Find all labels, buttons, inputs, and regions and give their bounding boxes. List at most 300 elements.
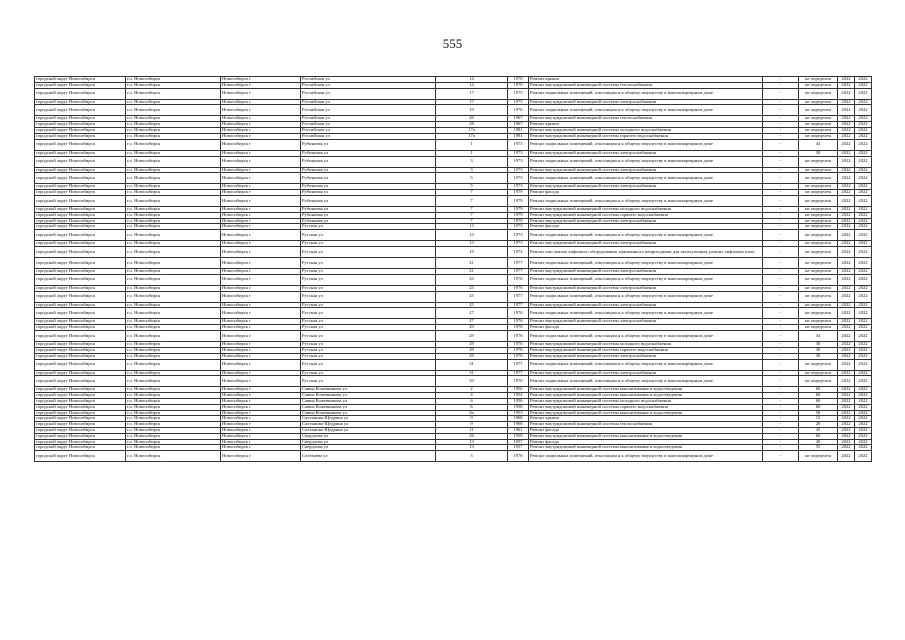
table-cell: - — [763, 88, 799, 99]
table-cell: г.о. Новосибирск — [126, 116, 221, 122]
table-cell: 29 — [436, 353, 508, 359]
table-cell: Новосибирск г — [221, 428, 301, 434]
table-cell: 23 — [436, 285, 508, 291]
table-cell: Новосибирск г — [221, 258, 301, 269]
table-cell: городской округ Новосибирск — [35, 291, 126, 302]
table-cell: Новосибирск г — [221, 325, 301, 331]
table-cell: Салтыкова-Щедрина ул — [301, 422, 436, 428]
table-cell: Новосибирск г — [221, 116, 301, 122]
table-cell: 2022 — [855, 445, 872, 451]
table-cell: 2022 — [855, 206, 872, 212]
table-cell: 2022 — [838, 206, 855, 212]
table-cell: 30 — [799, 347, 838, 353]
table-cell: не определен — [799, 133, 838, 139]
table-cell: 1973 — [508, 224, 529, 230]
table-cell: 7 — [436, 195, 508, 206]
table-cell: 1973 — [508, 139, 529, 150]
table-cell: - — [763, 218, 799, 224]
table-cell: Ремонт подвальных помещений, относящихся к общему имуществу в многоквартирном доме — [529, 274, 763, 285]
table-cell: 1967 — [508, 116, 529, 122]
table-cell: Рубиновая ул — [301, 206, 436, 212]
table-cell: Ремонт внутридомовой инженерной системы теплоснабжения — [529, 82, 763, 88]
table-cell: 29 — [436, 342, 508, 348]
table-cell: 5 — [436, 184, 508, 190]
table-cell: - — [763, 156, 799, 167]
table-cell: - — [763, 433, 799, 439]
table-cell: - — [763, 451, 799, 462]
table-cell: Русская ул — [301, 247, 436, 258]
table-cell: не определен — [799, 128, 838, 134]
table-cell: городской округ Новосибирск — [35, 224, 126, 230]
table-cell: Ремонт внутридомовой инженерной системы холодного водоснабжения — [529, 342, 763, 348]
table-cell: 1957 — [508, 445, 529, 451]
table-cell: Новосибирск г — [221, 274, 301, 285]
table-cell: городской округ Новосибирск — [35, 319, 126, 325]
table-cell: г.о. Новосибирск — [126, 218, 221, 224]
table-cell: Российская ул — [301, 122, 436, 128]
table-cell: 29 — [436, 347, 508, 353]
table-cell: 2022 — [855, 410, 872, 416]
table-cell: 1976 — [508, 353, 529, 359]
table-cell: 9 — [436, 416, 508, 422]
table-cell: 2022 — [855, 376, 872, 387]
table-cell: Русская ул — [301, 342, 436, 348]
table-cell: 6 — [436, 398, 508, 404]
table-cell: 2022 — [838, 133, 855, 139]
table-cell: 33 — [436, 376, 508, 387]
table-cell: 2022 — [838, 77, 855, 83]
table-cell: Ремонт внутридомовой инженерной системы холодного водоснабжения — [529, 398, 763, 404]
table-cell: 28 — [436, 122, 508, 128]
table-cell: Ремонт внутридомовой инженерной системы канализования и водоотведения — [529, 387, 763, 393]
table-cell: Рубиновая ул — [301, 173, 436, 184]
table-cell: 7 — [436, 206, 508, 212]
table-cell: г.о. Новосибирск — [126, 274, 221, 285]
table-cell: 2022 — [855, 212, 872, 218]
table-cell: 2022 — [855, 387, 872, 393]
table-cell: 1979 — [508, 218, 529, 224]
table-cell: не определен — [799, 195, 838, 206]
table-cell: 1976 — [508, 285, 529, 291]
table-cell: 20 — [799, 422, 838, 428]
table-cell: 1976 — [508, 342, 529, 348]
table-cell: г.о. Новосибирск — [126, 359, 221, 370]
table-cell: Ремонт подвальных помещений, относящихся к общему имуществу в многоквартирном доме — [529, 291, 763, 302]
table-cell: 19 — [436, 247, 508, 258]
table-cell: 29 — [436, 325, 508, 331]
table-cell: 2022 — [855, 195, 872, 206]
table-cell: городской округ Новосибирск — [35, 230, 126, 241]
table-cell: Ремонт внутридомовой инженерной системы электроснабжения — [529, 184, 763, 190]
table-cell: городской округ Новосибирск — [35, 376, 126, 387]
table-cell: не определен — [799, 82, 838, 88]
table-cell: г.о. Новосибирск — [126, 195, 221, 206]
table-cell: 6а — [436, 410, 508, 416]
table-cell: - — [763, 139, 799, 150]
table-cell: 60 — [799, 433, 838, 439]
table-cell: Ремонт подвальных помещений, относящихся к общему имуществу в многоквартирном доме — [529, 331, 763, 342]
table-cell: 1977 — [508, 359, 529, 370]
table-cell: Новосибирск г — [221, 451, 301, 462]
table-cell: 2022 — [855, 347, 872, 353]
table-cell: городской округ Новосибирск — [35, 116, 126, 122]
table-cell: Русская ул — [301, 302, 436, 308]
table-cell: не определен — [799, 319, 838, 325]
table-cell: г.о. Новосибирск — [126, 342, 221, 348]
table-cell: не определен — [799, 359, 838, 370]
table-cell: г.о. Новосибирск — [126, 410, 221, 416]
table-cell: Новосибирск г — [221, 445, 301, 451]
table-cell: - — [763, 398, 799, 404]
table-cell: не определен — [799, 224, 838, 230]
table-cell: Новосибирск г — [221, 184, 301, 190]
table-cell: 21 — [436, 258, 508, 269]
table-cell: городской округ Новосибирск — [35, 433, 126, 439]
table-cell: - — [763, 291, 799, 302]
table-cell: Новосибирск г — [221, 105, 301, 116]
table-cell: 30 — [799, 353, 838, 359]
table-cell: Новосибирск г — [221, 122, 301, 128]
table-cell: Русская ул — [301, 285, 436, 291]
table-cell: 1979 — [508, 212, 529, 218]
table-cell: не определен — [799, 308, 838, 319]
table-cell: городской округ Новосибирск — [35, 398, 126, 404]
table-cell: Русская ул — [301, 274, 436, 285]
table-cell: Рубиновая ул — [301, 212, 436, 218]
table-cell: Ремонт внутридомовой инженерной системы электроснабжения — [529, 285, 763, 291]
table-cell: - — [763, 342, 799, 348]
table-cell: Ремонт внутридомовой инженерной системы канализования и водоотведения — [529, 433, 763, 439]
table-cell: г.о. Новосибирск — [126, 331, 221, 342]
table-cell: Новосибирск г — [221, 302, 301, 308]
table-cell: 1981 — [508, 128, 529, 134]
table-cell: городской округ Новосибирск — [35, 404, 126, 410]
table-cell: Новосибирск г — [221, 190, 301, 196]
table-cell: 5 — [436, 173, 508, 184]
table-cell: г.о. Новосибирск — [126, 398, 221, 404]
table-cell: 34 — [799, 331, 838, 342]
table-cell: Ремонт внутридомовой инженерной системы канализования и водоотведения — [529, 445, 763, 451]
table-cell: 6 — [436, 404, 508, 410]
table-cell: 2022 — [838, 319, 855, 325]
table-cell: Ремонт внутридомовой инженерной системы электроснабжения — [529, 370, 763, 376]
table-cell: 1975 — [508, 88, 529, 99]
table-cell: 14 — [436, 82, 508, 88]
table-cell: городской округ Новосибирск — [35, 206, 126, 212]
table-cell: 1959 — [508, 433, 529, 439]
table-cell: Ремонт подвальных помещений, относящихся к общему имуществу в многоквартирном доме — [529, 139, 763, 150]
table-cell: г.о. Новосибирск — [126, 451, 221, 462]
table-cell: г.о. Новосибирск — [126, 190, 221, 196]
table-cell: г.о. Новосибирск — [126, 99, 221, 105]
table-cell: 2022 — [855, 404, 872, 410]
table-cell: Русская ул — [301, 241, 436, 247]
table-cell: 1973 — [508, 173, 529, 184]
table-row — [35, 230, 872, 241]
table-cell: 2022 — [855, 308, 872, 319]
table-cell: Российская ул — [301, 116, 436, 122]
table-cell: Новосибирск г — [221, 398, 301, 404]
table-cell: городской округ Новосибирск — [35, 359, 126, 370]
table-cell: городской округ Новосибирск — [35, 370, 126, 376]
table-cell: 30 — [799, 342, 838, 348]
table-cell: 2022 — [855, 433, 872, 439]
table-cell: 17 — [436, 99, 508, 105]
table-cell: 31 — [436, 370, 508, 376]
table-cell: 1956 — [508, 404, 529, 410]
table-cell: 2022 — [855, 342, 872, 348]
table-row — [35, 247, 872, 258]
table-cell: Ремонт фасада — [529, 224, 763, 230]
table-cell: городской округ Новосибирск — [35, 393, 126, 399]
table-cell: 2022 — [855, 190, 872, 196]
table-cell: - — [763, 376, 799, 387]
table-cell: Российская ул — [301, 88, 436, 99]
table-cell: г.о. Новосибирск — [126, 433, 221, 439]
table-cell: 2022 — [838, 184, 855, 190]
table-cell: городской округ Новосибирск — [35, 258, 126, 269]
table-cell: Русская ул — [301, 308, 436, 319]
table-cell: 2022 — [838, 274, 855, 285]
table-cell: городской округ Новосибирск — [35, 347, 126, 353]
table-cell: 1981 — [508, 133, 529, 139]
table-cell: городской округ Новосибирск — [35, 325, 126, 331]
table-row — [35, 308, 872, 319]
table-cell: 15 — [799, 416, 838, 422]
table-cell: 1973 — [508, 184, 529, 190]
table-cell: 2022 — [838, 285, 855, 291]
table-cell: Новосибирск г — [221, 247, 301, 258]
table-cell: 3 — [436, 451, 508, 462]
table-cell: - — [763, 133, 799, 139]
table-cell: 2022 — [838, 433, 855, 439]
table-cell: - — [763, 274, 799, 285]
table-cell: городской округ Новосибирск — [35, 173, 126, 184]
table-cell: Российская ул — [301, 105, 436, 116]
table-cell: 2022 — [838, 331, 855, 342]
table-cell: 2022 — [855, 319, 872, 325]
table-cell: - — [763, 206, 799, 212]
table-cell: Русская ул — [301, 359, 436, 370]
table-cell: городской округ Новосибирск — [35, 195, 126, 206]
table-cell: Ремонт крыши — [529, 122, 763, 128]
table-cell: г.о. Новосибирск — [126, 393, 221, 399]
table-cell: Саввы Кожевникова ул — [301, 404, 436, 410]
table-cell: не определен — [799, 376, 838, 387]
table-cell: Новосибирск г — [221, 82, 301, 88]
table-cell: не определен — [799, 218, 838, 224]
table-cell: - — [763, 269, 799, 275]
table-cell: Ремонт внутридомовой инженерной системы канализования и водоотведения — [529, 393, 763, 399]
table-cell: 2022 — [838, 416, 855, 422]
table-cell: г.о. Новосибирск — [126, 439, 221, 445]
table-row — [35, 88, 872, 99]
table-cell: Ремонт фасада — [529, 439, 763, 445]
table-cell: Ремонт подвальных помещений, относящихся к общему имуществу в многоквартирном доме — [529, 105, 763, 116]
table-cell: Русская ул — [301, 269, 436, 275]
table-cell: 2022 — [855, 230, 872, 241]
table-cell: 2022 — [855, 139, 872, 150]
table-cell: Новосибирск г — [221, 230, 301, 241]
table-cell: Саввы Кожевникова ул — [301, 398, 436, 404]
table-cell: Ремонт подвальных помещений, относящихся к общему имуществу в многоквартирном доме — [529, 308, 763, 319]
table-cell: 13 — [436, 230, 508, 241]
table-cell: г.о. Новосибирск — [126, 82, 221, 88]
table-cell: городской округ Новосибирск — [35, 410, 126, 416]
table-cell: г.о. Новосибирск — [126, 122, 221, 128]
table-cell: 2022 — [855, 116, 872, 122]
table-cell: 1970 — [508, 82, 529, 88]
table-cell: Ремонт внутридомовой инженерной системы электроснабжения — [529, 99, 763, 105]
table-cell: 2022 — [855, 370, 872, 376]
table-cell: не определен — [799, 88, 838, 99]
table-cell: Ремонт подвальных помещений, относящихся к общему имуществу в многоквартирном доме — [529, 88, 763, 99]
table-cell: Ремонт фасада — [529, 325, 763, 331]
table-cell: 1972 — [508, 247, 529, 258]
table-cell: Ремонт внутридомовой инженерной системы электроснабжения — [529, 302, 763, 308]
table-cell: 2022 — [838, 359, 855, 370]
table-cell: 2022 — [855, 416, 872, 422]
table-cell: 2022 — [838, 167, 855, 173]
table-cell: 2 — [436, 387, 508, 393]
table-cell: городской округ Новосибирск — [35, 308, 126, 319]
table-cell: не определен — [799, 77, 838, 83]
table-cell: 2022 — [855, 241, 872, 247]
table-cell: Ремонт внутридомовой инженерной системы электроснабжения — [529, 269, 763, 275]
table-cell: 1979 — [508, 195, 529, 206]
table-cell: 31 — [436, 359, 508, 370]
table-row — [35, 258, 872, 269]
table-cell: 2022 — [855, 122, 872, 128]
table-cell: г.о. Новосибирск — [126, 128, 221, 134]
table-row — [35, 359, 872, 370]
table-cell: г.о. Новосибирск — [126, 247, 221, 258]
table-cell: Рубиновая ул — [301, 167, 436, 173]
table-cell: - — [763, 404, 799, 410]
table-cell: Российская ул — [301, 82, 436, 88]
table-cell: городской округ Новосибирск — [35, 331, 126, 342]
table-cell: городской округ Новосибирск — [35, 342, 126, 348]
table-cell: г.о. Новосибирск — [126, 325, 221, 331]
table-cell: Российская ул — [301, 99, 436, 105]
table-cell: не определен — [799, 451, 838, 462]
table-cell: 2022 — [855, 291, 872, 302]
table-cell: Ремонт внутридомовой инженерной системы канализования и водоотведения — [529, 410, 763, 416]
table-cell: 2022 — [838, 224, 855, 230]
table-cell: 2022 — [838, 342, 855, 348]
table-cell: 2022 — [838, 353, 855, 359]
table-cell: 2022 — [838, 258, 855, 269]
table-cell: 1977 — [508, 291, 529, 302]
table-row — [35, 331, 872, 342]
table-cell: городской округ Новосибирск — [35, 422, 126, 428]
table-cell: 26 — [436, 433, 508, 439]
table-cell: 55 — [799, 445, 838, 451]
table-cell: городской округ Новосибирск — [35, 285, 126, 291]
table-row — [35, 376, 872, 387]
table-cell: городской округ Новосибирск — [35, 150, 126, 156]
table-cell: 2022 — [855, 398, 872, 404]
table-cell: г.о. Новосибирск — [126, 139, 221, 150]
page-number: 555 — [442, 36, 463, 51]
table-cell: 2022 — [838, 139, 855, 150]
table-cell: Ремонт подвальных помещений, относящихся к общему имуществу в многоквартирном доме — [529, 359, 763, 370]
table-cell: не определен — [799, 302, 838, 308]
table-cell: не определен — [799, 258, 838, 269]
table-cell: 14 — [436, 77, 508, 83]
table-cell: 1976 — [508, 274, 529, 285]
table-cell: Русская ул — [301, 230, 436, 241]
table-cell: 2022 — [838, 88, 855, 99]
table-cell: не определен — [799, 206, 838, 212]
table-cell: 2022 — [855, 302, 872, 308]
table-cell: 2022 — [855, 258, 872, 269]
table-cell: городской округ Новосибирск — [35, 451, 126, 462]
table-cell: 13 — [436, 439, 508, 445]
table-cell: Русская ул — [301, 331, 436, 342]
table-cell: 1 — [436, 139, 508, 150]
table-cell: не определен — [799, 212, 838, 218]
table-cell: - — [763, 393, 799, 399]
table-cell: - — [763, 116, 799, 122]
capital-repair-table — [34, 76, 872, 462]
table-cell: - — [763, 173, 799, 184]
table-cell: Новосибирск г — [221, 285, 301, 291]
table-cell: 1976 — [508, 105, 529, 116]
table-cell: г.о. Новосибирск — [126, 387, 221, 393]
table-cell: - — [763, 353, 799, 359]
table-cell: Российская ул — [301, 133, 436, 139]
table-cell: - — [763, 302, 799, 308]
table-cell: 2022 — [855, 218, 872, 224]
table-cell: городской округ Новосибирск — [35, 88, 126, 99]
table-cell: Ремонт внутридомовой инженерной системы электроснабжения — [529, 241, 763, 247]
table-cell: не определен — [799, 274, 838, 285]
table-cell: Новосибирск г — [221, 353, 301, 359]
table-cell: не определен — [799, 370, 838, 376]
table-cell: городской округ Новосибирск — [35, 302, 126, 308]
table-cell: 2022 — [838, 173, 855, 184]
table-cell: 2022 — [838, 370, 855, 376]
table-cell: 2022 — [838, 128, 855, 134]
table-cell: г.о. Новосибирск — [126, 445, 221, 451]
table-cell: 30 — [799, 150, 838, 156]
table-cell: Свердлова ул — [301, 445, 436, 451]
table-cell: 1977 — [508, 269, 529, 275]
table-cell: Русская ул — [301, 370, 436, 376]
table-cell: Саввы Кожевникова ул — [301, 410, 436, 416]
table-cell: 2022 — [855, 393, 872, 399]
table-cell: Новосибирск г — [221, 218, 301, 224]
table-cell: 27 — [436, 319, 508, 325]
table-cell: Ремонт подвальных помещений, относящихся к общему имуществу в многоквартирном доме — [529, 451, 763, 462]
table-cell: 1968 — [508, 416, 529, 422]
table-cell: Новосибирск г — [221, 439, 301, 445]
table-cell: не определен — [799, 291, 838, 302]
table-cell: 2022 — [855, 451, 872, 462]
table-cell: Свердлова ул — [301, 433, 436, 439]
table-cell: 2022 — [838, 218, 855, 224]
table-cell: 3 — [436, 167, 508, 173]
table-cell: Новосибирск г — [221, 241, 301, 247]
table-cell: 2022 — [838, 422, 855, 428]
table-cell: 2022 — [855, 353, 872, 359]
table-cell: Рубиновая ул — [301, 156, 436, 167]
table-row — [35, 139, 872, 150]
table-cell: Новосибирск г — [221, 387, 301, 393]
table-cell: - — [763, 212, 799, 218]
table-cell: 2022 — [838, 347, 855, 353]
